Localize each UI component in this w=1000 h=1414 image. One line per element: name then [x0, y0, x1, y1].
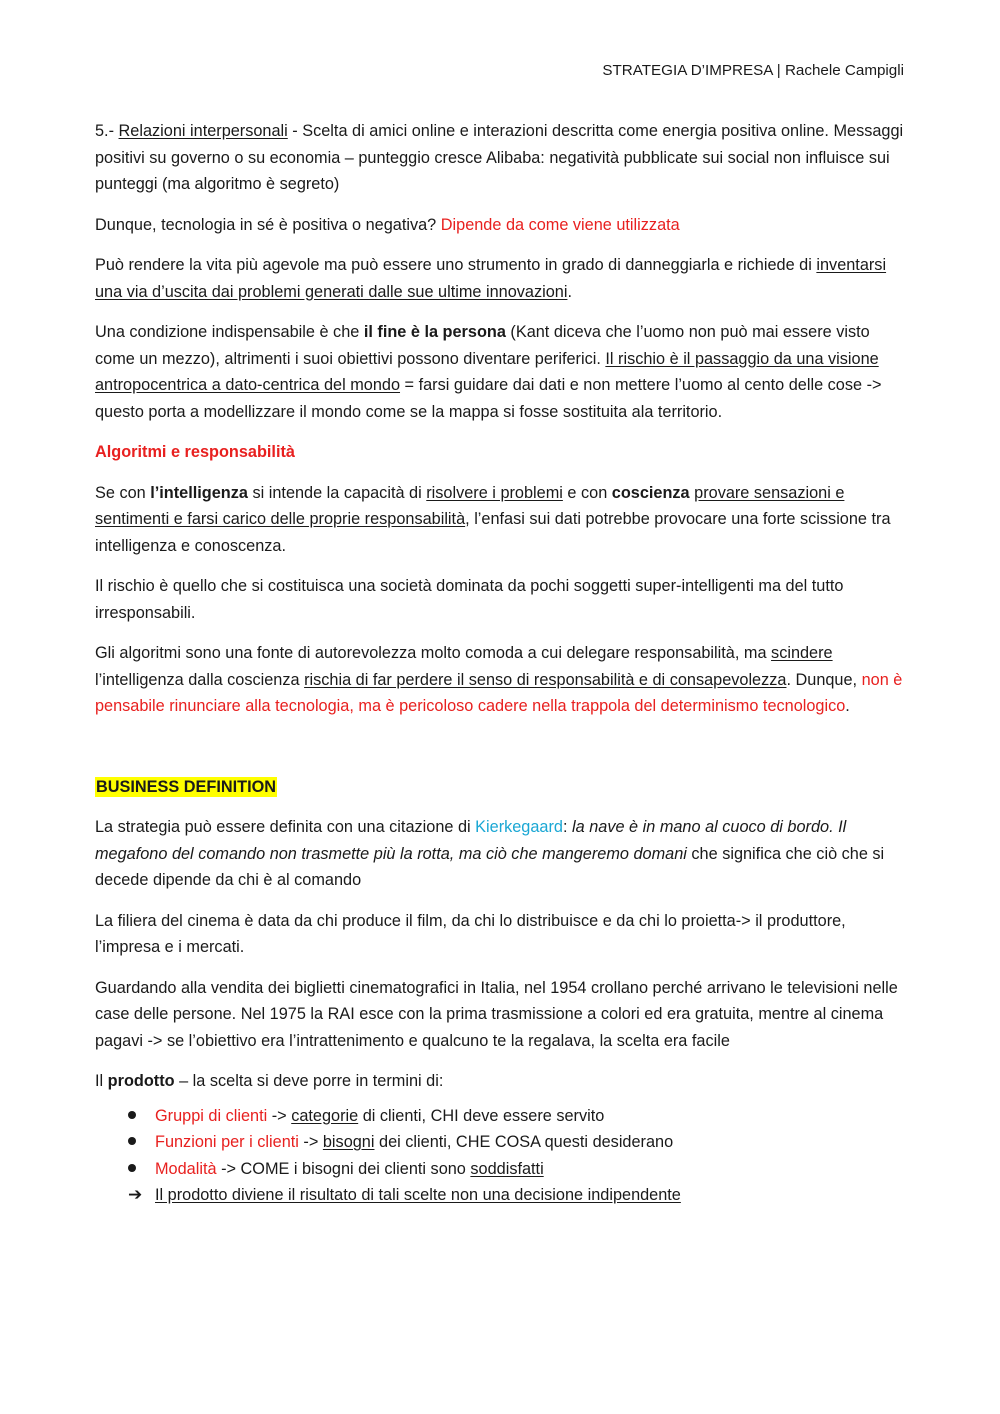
paragraph-condizione — [95, 319, 910, 425]
list-item-label: Modalità — [155, 1159, 217, 1178]
product-choice-list — [95, 1103, 910, 1209]
section-heading-algoritmi: Algoritmi e responsabilità — [95, 443, 295, 461]
highlighted-conclusion: non è pensabile rinunciare alla tecnologia, ma è pericoloso cadere nella trappola del determinismo tecnologico — [95, 670, 903, 715]
text-run: Gli algoritmi sono una fonte di autorevolezza molto comoda a cui delegare responsabilità, ma — [95, 644, 772, 662]
underlined-phrase: rischia di far perdere il senso di responsabilità e di consapevolezza — [304, 670, 787, 689]
paragraph-algoritmi — [95, 640, 910, 720]
bullet-dot-icon — [128, 1156, 148, 1183]
paragraph-tecnologia — [95, 212, 910, 239]
paragraph-relazioni — [95, 118, 910, 198]
paragraph-filiera — [95, 908, 910, 961]
text-run: che significa che ciò che si decede dipende da chi è al comando — [95, 844, 885, 889]
underlined-term: bisogni — [322, 1133, 375, 1151]
text-run: Il — [95, 1072, 108, 1090]
text-run: -> — [267, 1106, 292, 1125]
text-run: si intende la capacità di — [247, 483, 427, 502]
text-run: (Kant diceva che l’uomo non può mai essere visto come un mezzo), altrimenti i suoi obiettivi possono diventare periferici. — [95, 323, 870, 368]
list-item — [95, 1156, 910, 1183]
text-run: di clienti, CHI deve essere servito — [358, 1106, 605, 1125]
conclusion-text: Il prodotto diviene il risultato di tali scelte non una decisione indipendente — [155, 1186, 681, 1204]
text-run: : — [562, 818, 573, 836]
text-run: l’intelligenza dalla coscienza — [95, 670, 305, 689]
text-run: Se con — [95, 483, 151, 502]
bullet-dot-icon — [128, 1103, 148, 1130]
arrow-right-icon: ➔ — [128, 1185, 143, 1204]
text-run: = farsi guidare dai dati e non mettere l’uomo al cento delle cose -> questo porta a modellizzare il mondo come se la mappa si fosse sostituita ala territorio. — [95, 376, 882, 421]
underlined-term: Relazioni interpersonali — [118, 122, 288, 140]
paragraph-intelligenza — [95, 480, 910, 560]
text-run: -> — [298, 1133, 323, 1151]
page-header: STRATEGIA D’IMPRESA | Rachele Campigli — [602, 62, 904, 79]
text-run: – la scelta si deve porre in termini di: — [174, 1072, 444, 1090]
underlined-phrase: provare sensazioni e sentimenti e farsi carico delle proprie responsabilità — [95, 483, 845, 528]
paragraph-rischio — [95, 573, 910, 626]
text-run: La strategia può essere definita con una citazione di — [95, 818, 476, 836]
underlined-phrase: risolvere i problemi — [426, 483, 563, 502]
text-run: , l’enfasi sui dati potrebbe provocare una forte scissione tra intelligenza e conoscenza. — [95, 510, 891, 555]
text-run: . — [845, 697, 850, 715]
bold-phrase: il fine è la persona — [363, 323, 506, 341]
paragraph-strategia — [95, 814, 910, 894]
author-name: Kierkegaard — [475, 818, 563, 836]
list-item — [95, 1129, 910, 1156]
bullet-dot-icon — [128, 1129, 148, 1156]
text-run: Guardando alla vendita dei biglietti cinematografici in Italia, nel 1954 crollano perché arrivano le televisioni nelle case delle persone. Nel 1975 la RAI esce con la prima trasmissione a colori ed era gratuita, mentre al cinema pagavi -> se l’obiettivo era l’intrattenimento e qualcuno te la regalava, la scelta era facile — [95, 978, 898, 1050]
section-heading-business — [95, 774, 910, 801]
underlined-term: scindere — [771, 644, 833, 662]
text-run: e con — [562, 483, 612, 502]
text-run: Dunque, tecnologia in sé è positiva o negativa? — [95, 215, 441, 234]
bold-term: prodotto — [107, 1072, 175, 1090]
document-body — [95, 118, 910, 1209]
text-run: 5.- — [95, 122, 119, 140]
italic-quote: la nave è in mano al cuoco di bordo. Il megafono del comando non trasmette più la rotta, ma ciò che mangeremo domani — [95, 818, 847, 863]
paragraph-biglietti — [95, 975, 910, 1055]
text-run: . — [567, 282, 572, 301]
list-item-label: Funzioni per i clienti — [155, 1133, 299, 1151]
section-spacer — [95, 734, 910, 774]
underlined-phrase: inventarsi una via d’uscita dai problemi generati dalle sue ultime innovazioni — [95, 256, 887, 301]
bold-term: l’intelligenza — [150, 483, 248, 502]
text-run: La filiera del cinema è data da chi produce il film, da chi lo distribuisce e da chi lo proietta-> il produttore, l’impresa e i mercati. — [95, 911, 846, 956]
underlined-term: categorie — [291, 1106, 359, 1125]
bold-term: coscienza — [611, 483, 690, 502]
underlined-term: soddisfatti — [470, 1159, 544, 1178]
list-item — [95, 1103, 910, 1130]
underlined-phrase: Il rischio è il passaggio da una visione antropocentrica a dato-centrica del mondo — [95, 349, 879, 394]
text-run: dei clienti, CHE COSA questi desiderano — [374, 1133, 674, 1151]
highlighted-heading: BUSINESS DEFINITION — [96, 777, 277, 796]
text-run: Può rendere la vita più agevole ma può essere uno strumento in grado di danneggiarla e richiede di — [95, 256, 817, 274]
text-run: -> COME i bisogni dei clienti sono — [216, 1159, 471, 1178]
list-item — [95, 1182, 910, 1209]
paragraph-vita — [95, 252, 910, 305]
text-run: . Dunque, — [786, 670, 862, 689]
text-run: Il rischio è quello che si costituisca una società dominata da pochi soggetti super-intelligenti ma del tutto irresponsabili. — [95, 577, 844, 622]
text-run: Una condizione indispensabile è che — [95, 323, 364, 341]
list-item-label: Gruppi di clienti — [155, 1106, 268, 1125]
paragraph-prodotto — [95, 1068, 910, 1095]
highlighted-answer: Dipende da come viene utilizzata — [440, 215, 680, 234]
text-run: - Scelta di amici online e interazioni descritta come energia positiva online. Messaggi positivi su governo o su economia – punteggio cresce Alibaba: negatività pubblicate sui social non influisce sui punteggi (ma algoritmo è segreto) — [95, 122, 904, 193]
